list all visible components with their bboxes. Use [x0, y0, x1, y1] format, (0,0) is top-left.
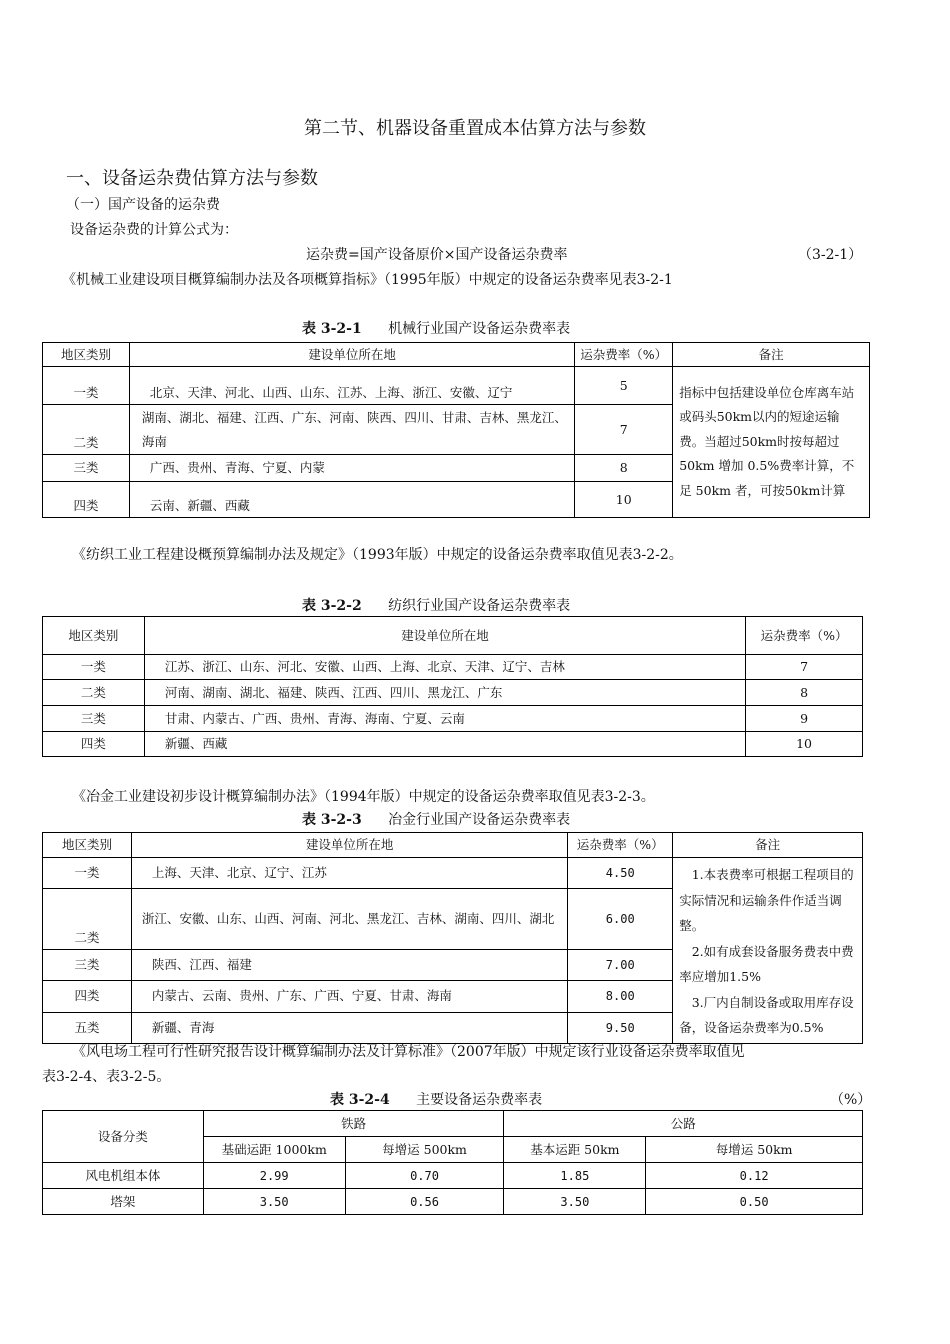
region-cell: 五类	[43, 1012, 132, 1043]
section-heading: 一、设备运杂费估算方法与参数	[66, 168, 318, 189]
location-cell: 广西、贵州、青海、宁夏、内蒙	[129, 455, 574, 482]
paragraph-metallurgy: 《冶金工业建设初步设计概算编制办法》（1994年版）中规定的设备运杂费率取值见表3-2-3。	[72, 789, 655, 805]
table4-caption-number: 表 3-2-4	[330, 1092, 390, 1108]
table1-note: 指标中包括建设单位仓库离车站或码头50km以内的短途运输费。当超过50km时按每超过 50km 增加 0.5%费率计算，不足 50km 者，可按50km计算	[673, 367, 870, 518]
table1-header-location: 建设单位所在地	[129, 343, 574, 367]
table1-caption-title: 机械行业国产设备运杂费率表	[388, 321, 571, 337]
region-cell: 三类	[43, 455, 130, 482]
rate-cell: 7.00	[568, 950, 673, 981]
table-main-equipment-rates	[42, 1110, 863, 1215]
region-cell: 四类	[43, 482, 130, 518]
table3-caption	[302, 809, 570, 829]
table3-header-rate: 运杂费率（%）	[568, 833, 673, 858]
table2-header-region: 地区类别	[43, 617, 145, 655]
formula-number: （3-2-1）	[798, 247, 863, 263]
table4-subheader-road-extra: 每增运 50km	[646, 1137, 863, 1163]
table2-caption-number: 表 3-2-2	[302, 598, 362, 614]
table-metallurgy-rates	[42, 832, 863, 1044]
rate-cell: 8.00	[568, 980, 673, 1012]
table3-caption-number: 表 3-2-3	[302, 812, 362, 828]
location-cell: 云南、新疆、西藏	[129, 482, 574, 518]
table-row	[43, 680, 863, 706]
location-cell: 陕西、江西、福建	[131, 950, 567, 981]
table2-caption	[302, 595, 570, 615]
value-cell: 0.12	[646, 1163, 863, 1189]
location-cell: 新疆、西藏	[144, 732, 745, 757]
table3-header-region: 地区类别	[43, 833, 132, 858]
table-row	[43, 367, 870, 405]
table3-header-note: 备注	[673, 833, 863, 858]
table-row	[43, 858, 863, 889]
rate-cell: 7	[575, 405, 673, 455]
rate-cell: 7	[746, 655, 863, 680]
rate-cell: 6.00	[568, 888, 673, 949]
table1-caption-number: 表 3-2-1	[302, 321, 362, 337]
rate-cell: 10	[575, 482, 673, 518]
location-cell: 内蒙古、云南、贵州、广东、广西、宁夏、甘肃、海南	[131, 980, 567, 1012]
table3-note-2: 2.如有成套设备服务费表中费率应增加1.5%	[679, 943, 854, 984]
table3-note-3: 3.厂内自制设备或取用库存设备，设备运杂费率为0.5%	[679, 994, 854, 1035]
table3-caption-title: 冶金行业国产设备运杂费率表	[388, 812, 571, 828]
table1-caption	[302, 318, 570, 338]
table1-header-note: 备注	[673, 343, 870, 367]
table-row	[43, 1189, 863, 1215]
value-cell: 2.99	[203, 1163, 345, 1189]
region-cell: 一类	[43, 655, 145, 680]
location-cell: 江苏、浙江、山东、河北、安徽、山西、上海、北京、天津、辽宁、吉林	[144, 655, 745, 680]
table3-note-1: 1.本表费率可根据工程项目的实际情况和运输条件作适当调整。	[679, 867, 854, 933]
rate-cell: 9.50	[568, 1012, 673, 1043]
category-cell: 风电机组本体	[43, 1163, 204, 1189]
table2-header-rate: 运杂费率（%）	[746, 617, 863, 655]
table3-notes	[673, 858, 863, 1044]
region-cell: 二类	[43, 680, 145, 706]
table-row	[43, 1163, 863, 1189]
table3-header-location: 建设单位所在地	[131, 833, 567, 858]
rate-cell: 4.50	[568, 858, 673, 889]
region-cell: 一类	[43, 367, 130, 405]
location-cell: 河南、湖南、湖北、福建、陕西、江西、四川、黑龙江、广东	[144, 680, 745, 706]
region-cell: 一类	[43, 858, 132, 889]
region-cell: 二类	[43, 405, 130, 455]
table4-header-rail: 铁路	[203, 1111, 504, 1137]
table-textile-rates	[42, 616, 863, 757]
table-row	[43, 706, 863, 732]
value-cell: 1.85	[504, 1163, 646, 1189]
region-cell: 四类	[43, 980, 132, 1012]
rate-cell: 9	[746, 706, 863, 732]
region-cell: 三类	[43, 706, 145, 732]
category-cell: 塔架	[43, 1189, 204, 1215]
table4-subheader-road-base: 基本运距 50km	[504, 1137, 646, 1163]
rate-cell: 8	[575, 455, 673, 482]
table2-header-location: 建设单位所在地	[144, 617, 745, 655]
rate-cell: 8	[746, 680, 863, 706]
value-cell: 3.50	[203, 1189, 345, 1215]
location-cell: 甘肃、内蒙古、广西、贵州、青海、海南、宁夏、云南	[144, 706, 745, 732]
region-cell: 二类	[43, 888, 132, 949]
location-cell: 浙江、安徽、山东、山西、河南、河北、黑龙江、吉林、湖南、四川、湖北	[131, 888, 567, 949]
table4-subheader-rail-extra: 每增运 500km	[345, 1137, 504, 1163]
table4-header-category: 设备分类	[43, 1111, 204, 1163]
formula-intro: 设备运杂费的计算公式为：	[70, 222, 238, 238]
formula: 运杂费=国产设备原价×国产设备运杂费率	[306, 247, 568, 263]
rate-cell: 10	[746, 732, 863, 757]
location-cell: 新疆、青海	[131, 1012, 567, 1043]
table4-unit: （%）	[830, 1092, 872, 1108]
table4-subheader-rail-base: 基础运距 1000km	[203, 1137, 345, 1163]
paragraph-machinery: 《机械工业建设项目概算编制办法及各项概算指标》（1995年版）中规定的设备运杂费率见表3-2-1	[62, 272, 673, 288]
table4-caption-title: 主要设备运杂费率表	[416, 1092, 543, 1108]
table-row	[43, 732, 863, 757]
location-cell: 上海、天津、北京、辽宁、江苏	[131, 858, 567, 889]
table-machinery-rates	[42, 342, 870, 518]
value-cell: 0.56	[345, 1189, 504, 1215]
location-cell: 湖南、湖北、福建、江西、广东、河南、陕西、四川、甘肃、吉林、黑龙江、海南	[129, 405, 574, 455]
table1-header-region: 地区类别	[43, 343, 130, 367]
region-cell: 四类	[43, 732, 145, 757]
value-cell: 0.50	[646, 1189, 863, 1215]
table4-caption	[330, 1089, 542, 1109]
table-row	[43, 655, 863, 680]
region-cell: 三类	[43, 950, 132, 981]
table4-header-road: 公路	[504, 1111, 863, 1137]
paragraph-wind-line1: 《风电场工程可行性研究报告设计概算编制办法及计算标准》（2007年版）中规定该行业设备运杂费率取值见	[72, 1044, 745, 1060]
rate-cell: 5	[575, 367, 673, 405]
value-cell: 0.70	[345, 1163, 504, 1189]
table2-caption-title: 纺织行业国产设备运杂费率表	[388, 598, 571, 614]
table1-header-rate: 运杂费率（%）	[575, 343, 673, 367]
page-title: 第二节、机器设备重置成本估算方法与参数	[304, 118, 646, 139]
paragraph-wind-line2: 表3-2-4、表3-2-5。	[42, 1069, 171, 1085]
paragraph-textile: 《纺织工业工程建设概预算编制办法及规定》（1993年版）中规定的设备运杂费率取值见表3-2-2。	[72, 547, 683, 563]
value-cell: 3.50	[504, 1189, 646, 1215]
subsection-heading: （一）国产设备的运杂费	[66, 197, 220, 213]
location-cell: 北京、天津、河北、山西、山东、江苏、上海、浙江、安徽、辽宁	[129, 367, 574, 405]
